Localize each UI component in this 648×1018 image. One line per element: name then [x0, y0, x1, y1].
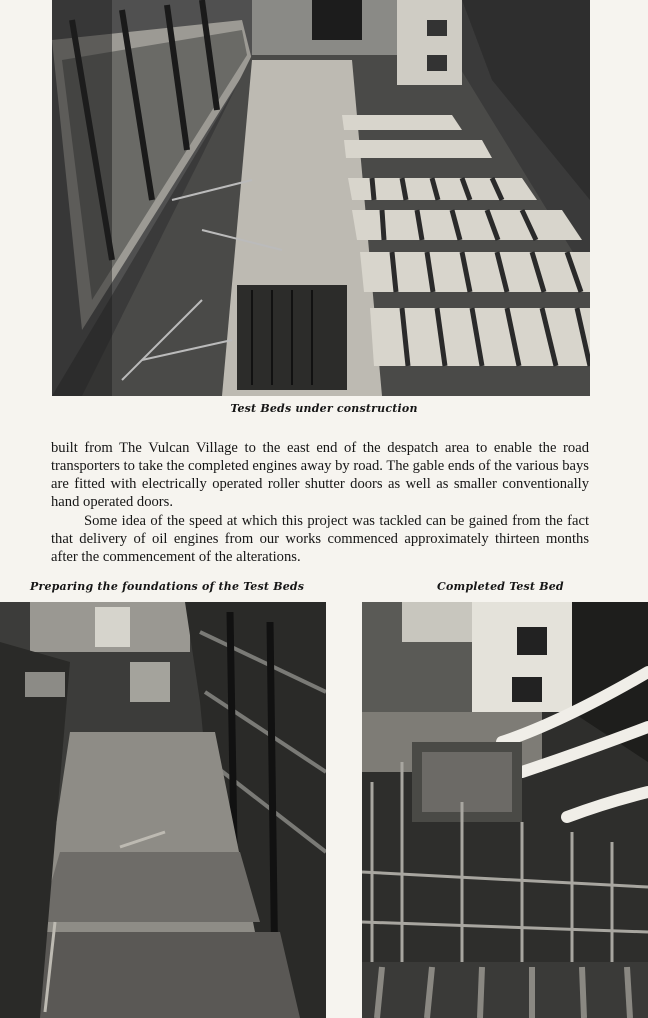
caption-completed-test-bed: Completed Test Bed	[437, 580, 564, 593]
body-paragraph-2	[51, 512, 589, 566]
photo-test-beds-under-construction	[52, 0, 590, 396]
photo-preparing-foundations	[0, 602, 326, 1018]
body-paragraph-1	[51, 439, 589, 511]
photo-completed-test-bed	[362, 602, 648, 1018]
caption-preparing-foundations: Preparing the foundations of the Test Beds	[30, 580, 305, 593]
completed-test-bed-image	[362, 602, 648, 1018]
paragraph-text: built from The Vulcan Village to the east end of the despatch area to enable the road transporters to take the completed engines away by road. The gable ends of the various bays are fitted with electrically operated roller shutter doors as well as smaller conventionally hand operated doors.	[51, 440, 589, 510]
test-beds-construction-image	[52, 0, 590, 396]
caption-test-beds-under-construction: Test Beds under construction	[230, 402, 418, 415]
foundations-image	[0, 602, 326, 1018]
paragraph-text: Some idea of the speed at which this project was tackled can be gained from the fact that delivery of oil engines from our works commenced approximately thirteen months after the commencement of the alterations.	[51, 513, 589, 565]
